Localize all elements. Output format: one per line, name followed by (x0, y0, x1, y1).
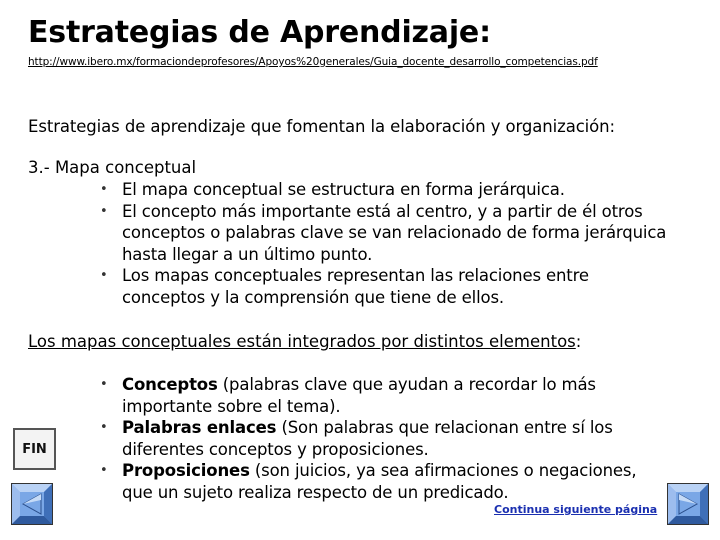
slide-title: Estrategias de Aprendizaje: (28, 15, 491, 50)
previous-slide-button[interactable] (11, 483, 53, 525)
list-item (96, 417, 666, 460)
bullet-icon: • (100, 203, 108, 219)
bullet-text: El concepto más importante está al centro, y a partir de él otros conceptos o palabras clave se van relacionado de forma jerárquica hasta llegar a un último punto. (122, 201, 667, 264)
fin-button[interactable] (13, 428, 56, 470)
element-term: Palabras enlaces (122, 418, 277, 437)
concept-bullet-list (96, 179, 676, 308)
list-item (96, 374, 666, 417)
bullet-icon: • (100, 463, 108, 478)
element-term: Proposiciones (122, 461, 250, 480)
element-desc: (palabras clave que ayudan a recordar lo más importante sobre el tema). (122, 375, 596, 416)
element-term: Conceptos (122, 375, 218, 394)
elements-intro-text: Los mapas conceptuales están integrados por distintos elementos (28, 332, 576, 351)
next-slide-button[interactable] (667, 483, 709, 525)
triangle-left-icon (12, 484, 52, 524)
element-desc: (Son palabras que relacionan entre sí los diferentes conceptos y proposiciones. (122, 418, 613, 459)
bullet-icon: • (100, 182, 108, 197)
elements-intro (28, 331, 581, 353)
element-desc: (son juicios, ya sea afirmaciones o negaciones, que un sujeto realiza respecto de un predicado. (122, 461, 637, 502)
list-item (96, 265, 676, 308)
bullet-icon: • (100, 420, 108, 435)
bullet-text: Los mapas conceptuales representan las relaciones entre conceptos y la comprensión que tiene de ellos. (122, 266, 589, 307)
elements-intro-colon: : (575, 332, 582, 351)
bullet-text: El mapa conceptual se estructura en forma jerárquica. (122, 180, 565, 199)
fin-label: FIN (22, 441, 47, 457)
list-item (96, 201, 676, 266)
section-heading: Estrategias de aprendizaje que fomentan la elaboración y organización: (28, 117, 615, 136)
continue-next-page-link[interactable]: Continua siguiente página (494, 503, 658, 516)
subheading: 3.- Mapa conceptual (28, 158, 197, 177)
list-item (96, 460, 666, 503)
bullet-icon: • (100, 377, 108, 392)
source-url-link[interactable]: http://www.ibero.mx/formaciondeprofesores/Apoyos%20generales/Guia_docente_desarrollo_competencias.pdf (28, 56, 598, 68)
list-item (96, 179, 676, 201)
elements-bullet-list (96, 374, 666, 503)
bullet-icon: • (100, 268, 108, 283)
triangle-right-icon (668, 484, 708, 524)
